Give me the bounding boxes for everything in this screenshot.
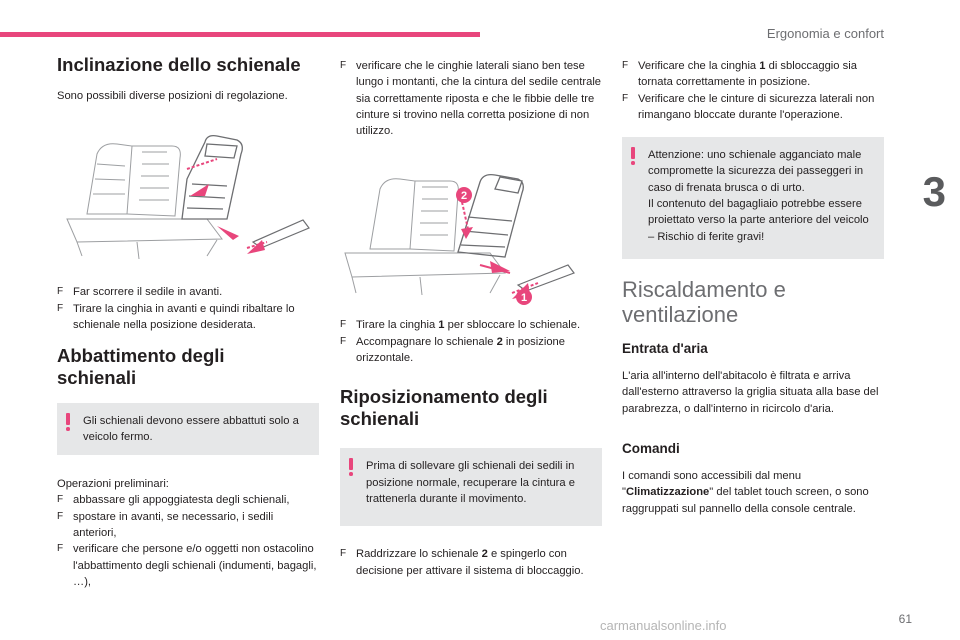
prelim-label: Operazioni preliminari:	[57, 478, 169, 491]
heading-riscaldamento: Riscaldamento e ventilazione	[622, 277, 786, 328]
list-item: F spostare in avanti, se necessario, i sedili anteriori,	[57, 510, 274, 540]
warning-text: Prima di sollevare gli schienali dei sedili in posizione normale, recuperare la cintura e trattenerla durante il movimento.	[366, 460, 575, 505]
header-accent-bar	[0, 32, 480, 37]
subheading-comandi: Comandi	[622, 441, 680, 457]
raise-steps	[340, 546, 602, 579]
bullet-icon: F	[57, 494, 64, 506]
column-right	[622, 58, 884, 517]
warning-icon	[65, 413, 71, 431]
page-number: 61	[898, 612, 912, 626]
warning-text: Attenzione: uno schienale agganciato male compromette la sicurezza dei passeggeri in caso di frenata brusca o di urto.	[648, 149, 864, 194]
heading-abbattimento: Abbattimento degli schienali	[57, 345, 225, 389]
label-1: 1	[520, 292, 528, 305]
warning-icon	[348, 458, 354, 476]
chapter-number: 3	[922, 168, 946, 215]
warning-icon	[630, 147, 636, 165]
bullet-icon: F	[340, 335, 347, 347]
bullet-icon: F	[57, 543, 64, 555]
warning-box	[622, 137, 884, 259]
recline-steps	[57, 284, 319, 333]
list-item: F abbassare gli appoggiatesta degli schienali,	[57, 492, 319, 508]
list-item: F Verificare che le cinture di sicurezza laterali non rimangano bloccate durante l'operazione.	[622, 92, 875, 121]
heading-inclinazione: Inclinazione dello schienale	[57, 54, 301, 75]
label-2: 2	[460, 190, 468, 203]
column-middle	[340, 58, 602, 579]
comandi-text: I comandi sono accessibili dal menu "Climatizzazione" del tablet touch screen, o sono raggruppati sul pannello della console centrale.	[622, 470, 869, 515]
bullet-icon: F	[340, 319, 347, 331]
section-title: Ergonomia e confort	[766, 26, 884, 41]
warning-text: Gli schienali devono essere abbattuti solo a veicolo fermo.	[83, 415, 299, 444]
bullet-icon: F	[57, 510, 64, 522]
seat-recline-svg	[57, 124, 319, 264]
watermark: carmanualsonline.info	[600, 618, 727, 633]
bullet-icon: F	[622, 60, 629, 71]
heading-riposizionamento: Riposizionamento degli schienali	[340, 386, 548, 430]
bullet-icon: F	[340, 60, 347, 71]
bullet-icon: F	[340, 548, 347, 560]
list-item: F Far scorrere il sedile in avanti.	[57, 284, 319, 300]
list-item: F Accompagnare lo schienale 2 in posizione orizzontale.	[340, 335, 565, 365]
prelim-steps	[57, 492, 319, 590]
warning-text-2: Il contenuto del bagagliaio potrebbe essere proiettato verso la parte anteriore del veicolo – Rischio di ferite gravi!	[648, 198, 869, 243]
list-item: F Verificare che la cinghia 1 di sbloccaggio sia tornata correttamente in posizione.	[622, 60, 857, 89]
fold-steps	[340, 317, 602, 366]
list-item: F Tirare la cinghia in avanti e quindi ribaltare lo schienale nella posizione desiderata.	[57, 302, 295, 331]
bullet-icon: F	[57, 302, 64, 314]
verify-steps	[622, 58, 884, 123]
entrata-text: L'aria all'interno dell'abitacolo è filtrata e arriva dall'esterno attraverso la griglia situata alla base del parabrezza, o dall'interno in ricircolo d'aria.	[622, 370, 879, 415]
column-left	[57, 50, 319, 590]
bullet-icon: F	[622, 92, 629, 104]
list-item: F verificare che persone e/o oggetti non ostacolino l'abbattimento degli schienali (indumenti, bagagli, …),	[57, 543, 317, 588]
seat-recline-illustration	[57, 124, 319, 264]
list-item: F Tirare la cinghia 1 per sbloccare lo schienale.	[340, 317, 602, 333]
intro-text: Sono possibili diverse posizioni di regolazione.	[57, 90, 288, 102]
seat-fold-svg	[340, 157, 602, 307]
bullet-icon: F	[57, 286, 64, 298]
seat-fold-illustration	[340, 157, 602, 307]
warning-box	[340, 448, 602, 526]
warning-box	[57, 403, 319, 455]
check-belts	[340, 58, 602, 139]
list-item: F verificare che le cinghie laterali siano ben tese lungo i montanti, che la cintura del sedile centrale sia correttamente riposta e che le fibbie delle tre cinture si trovino nella corretta posizione di non utilizzo.	[340, 60, 602, 138]
subheading-entrata: Entrata d'aria	[622, 341, 708, 357]
list-item: F Raddrizzare lo schienale 2 e spingerlo con decisione per attivare il sistema di bloccaggio.	[340, 548, 584, 577]
